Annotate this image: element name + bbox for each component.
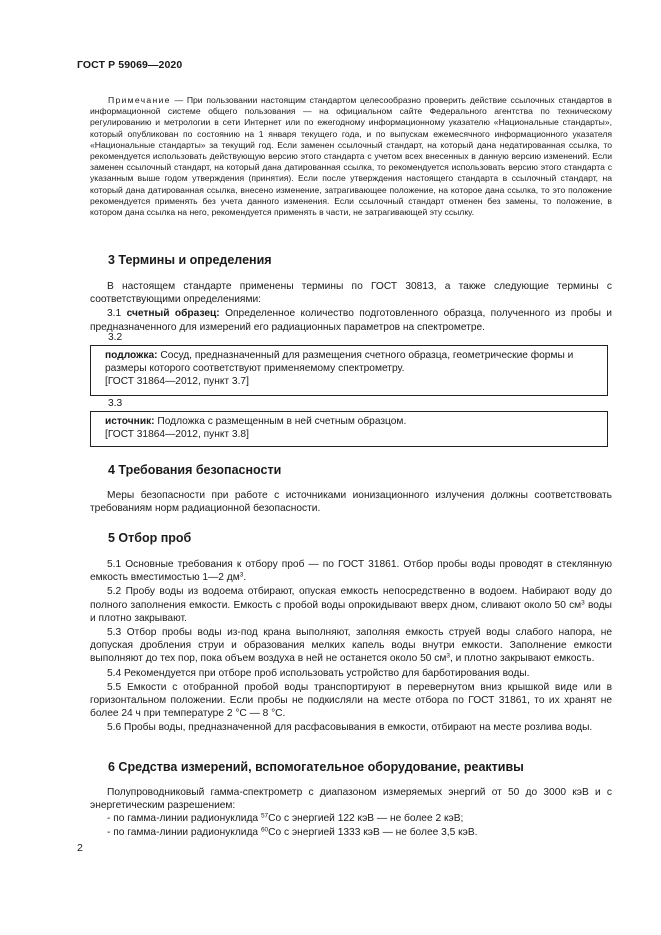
section-4-text: Меры безопасности при работе с источниками ионизационного излучения должны соответствовать требованиям норм радиационной безопасности.: [90, 490, 612, 515]
term-3-3-reference: [ГОСТ 31864—2012, пункт 3.8]: [105, 429, 249, 441]
resolution-list: [90, 812, 612, 838]
section-5-body: [90, 558, 612, 735]
term-3-3-box: [90, 411, 608, 447]
note-label: Примечание: [108, 95, 171, 105]
note-text: — При пользовании настоящим стандартом целесообразно проверить действие ссылочных стандартов в информационной системе общего пользования — на официальном сайте Федерального агентства по техническому регулированию и метрологии в сети Интернет или по ежегодному информационному указателю «Национальные стандарты», который опубликован по состоянию на 1 января текущего года, и по выпускам ежемесячного информационного указателя «Национальные стандарты» за текущий год. Если заменен ссылочный стандарт, на который дана недатированная ссылка, то рекомендуется использовать действующую версию этого стандарта с учетом всех внесенных в данную версию изменений. Если заменен ссылочный стандарт, на который дана датированная ссылка, то рекомендуется использовать версию этого стандарта с указанным выше годом утверждения (принятия). Если после утверждения настоящего стандарта в ссылочный стандарт, на который дана датированная ссылка, внесено изменение, затрагивающее положение, на которое дана ссылка, то это положение рекомендуется применять без учета данного изменения. Если ссылочный стандарт отменен без замены, то положение, в котором дана ссылка на него, рекомендуется применять в части, не затрагивающей эту ссылку.: [90, 95, 612, 218]
list-item-text: Co с энергией 1333 кэВ — не более 3,5 кэВ.: [268, 826, 478, 838]
clause-5-1-text: 5.1 Основные требования к отбору проб — по ГОСТ 31861. Отбор пробы воды проводят в стеклянную емкость вместимостью 1—2 дм: [90, 559, 612, 584]
clause-5-3: [90, 626, 612, 666]
term-3-3-definition: Подложка с размещенным в ней счетным образцом.: [154, 416, 407, 427]
clause-5-3-text: 5.3 Отбор пробы воды из-под крана выполняют, заполняя емкость струей воды слабого напора, не допуская дробления струи и образования мелких капель воды внутри емкости. Заполнение емкости выполняют до тех пор, пока объем воздуха в ней не останется около 50 см: [90, 627, 612, 665]
clause-5-2-text: 5.2 Пробу воды из водоема отбирают, опуская емкость непосредственно в водоем. Набирают воду до полного заполнения емкости. Емкость с пробой воды опрокидывают вверх дном, сливают около 50 см: [90, 586, 612, 611]
term-3-2-term: подложка:: [105, 350, 158, 361]
section-4-body: [90, 489, 612, 515]
superscript: 3: [581, 599, 585, 607]
clause-5-6: 5.6 Пробы воды, предназначенной для расфасовывания в емкости, отбирают на месте розлива воды.: [107, 722, 593, 734]
page-number: 2: [77, 842, 83, 854]
clause-5-3-end: , и плотно закрывают емкость.: [449, 653, 595, 665]
note-paragraph: [90, 95, 612, 218]
list-item-text: - по гамма-линии радионуклида: [107, 826, 261, 838]
section-6-title: 6 Средства измерений, вспомогательное оборудование, реактивы: [108, 760, 524, 774]
term-3-2-box: [90, 345, 608, 396]
term-3-3-text: [105, 415, 607, 428]
standard-code-header: ГОСТ Р 59069—2020: [77, 59, 183, 71]
term-3-2-number: 3.2: [108, 332, 123, 343]
superscript: 60: [260, 826, 269, 834]
clause-5-5: 5.5 Емкости с отобранной пробой воды транспортируют в перевернутом вниз крышкой виде или в горизонтальном положении. Если пробы не подкисляли на месте отбора по ГОСТ 31861, то их хранят не более 24 ч при температуре 2 °С — 8 °С.: [90, 681, 612, 720]
term-3-2-reference: [ГОСТ 31864—2012, пункт 3.7]: [105, 376, 249, 388]
term-3-1-term: счетный образец:: [126, 308, 220, 320]
clause-5-1-end: .: [243, 572, 247, 584]
section-3-title: 3 Термины и определения: [108, 253, 272, 267]
term-3-1-definition: Определенное количество подготовленного образца, полученного из пробы и предназначенного для измерений его радиационных параметров на спектрометре.: [90, 308, 612, 333]
section-3-intro: В настоящем стандарте применены термины по ГОСТ 30813, а также следующие термины с соответствующими определениями:: [90, 281, 612, 306]
list-item-text: - по гамма-линии радионуклида: [107, 813, 261, 825]
list-item: [90, 812, 612, 825]
clause-5-2: [90, 585, 612, 625]
superscript: 57: [260, 812, 269, 820]
superscript: 3: [446, 652, 450, 660]
term-3-2-definition: Сосуд, предназначенный для размещения счетного образца, геометрические формы и размеры которого соответствуют применяемому спектрометру.: [105, 350, 574, 375]
term-3-2-text: [105, 349, 607, 375]
section-6-text: Полупроводниковый гамма-спектрометр с диапазоном измеряемых энергий от 50 до 3000 кэВ и с энергетическим разрешением:: [90, 787, 612, 812]
superscript: 3: [239, 571, 244, 579]
clause-5-2-end: воды и плотно закрывают.: [90, 599, 612, 624]
section-5-title: 5 Отбор проб: [108, 531, 192, 545]
clause-5-4: 5.4 Рекомендуется при отборе проб использовать устройство для барботирования воды.: [107, 667, 530, 679]
term-3-3-term: источник:: [105, 416, 155, 427]
term-3-1-number: 3.1: [107, 308, 127, 320]
clause-5-1: [90, 558, 612, 584]
list-item-text: Co с энергией 122 кэВ — не более 2 кэВ;: [268, 813, 464, 825]
section-6-body: [90, 786, 612, 839]
section-4-title: 4 Требования безопасности: [108, 463, 282, 477]
list-item: [90, 826, 612, 839]
term-3-1: [90, 307, 612, 333]
note-block: [90, 95, 612, 218]
section-3-body: [90, 280, 612, 334]
term-3-3-number: 3.3: [108, 398, 123, 409]
